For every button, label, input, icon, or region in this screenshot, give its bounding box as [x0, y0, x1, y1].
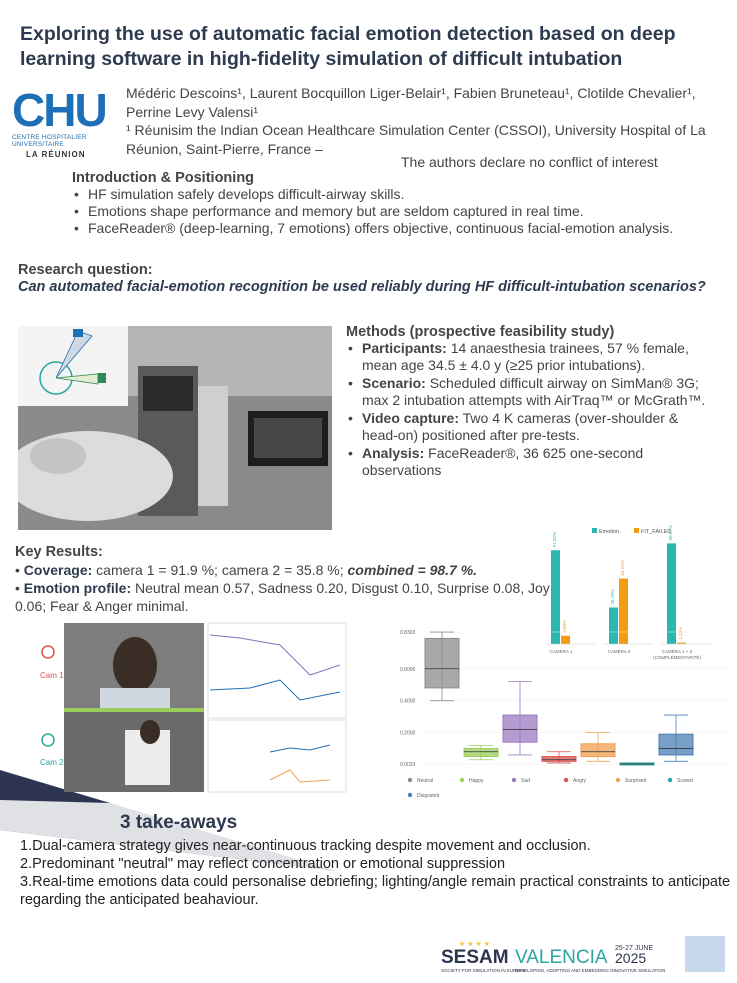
takeaway-item: 2.Predominant "neutral" may reflect concentration or emotional suppression [20, 856, 506, 872]
authors: Médéric Descoins¹, Laurent Bocquillon Liger-Belair¹, Fabien Bruneteau¹, Clotilde Chevalier¹, Perrine Levy Valensi¹ [126, 85, 696, 120]
event-year: 2025 [615, 950, 647, 966]
category-label: CAMÉRA 1 [549, 649, 573, 654]
legend-dot [616, 778, 620, 782]
sesam-sub: SOCIETY FOR SIMULATION IN EUROPE [441, 968, 526, 973]
legend-dot [512, 778, 516, 782]
legend-label: Disgusted [417, 793, 440, 799]
category-label: CAMÉRA 1 + 2 [661, 649, 693, 654]
methods-item [346, 410, 711, 443]
y-tick-label: 0.0033 [400, 762, 416, 768]
profile-text: Neutral mean 0.57, Sadness 0.20, Disgust 0.10, Surprise 0.08, Joy 0.06; Fear & Anger minimal. [15, 580, 550, 614]
bar-value-label: 98,67% [668, 525, 673, 541]
legend-dot [408, 778, 412, 782]
takeaway-item: 1.Dual-camera strategy gives near-continuous tracking despite movement and occlusion. [20, 838, 591, 854]
valencia-word: VALENCIA [515, 947, 608, 968]
bar-value-label: 8,08% [562, 619, 567, 633]
chu-logo [12, 86, 120, 158]
intro-list [72, 186, 722, 237]
methods-item [346, 375, 711, 408]
category-label: CAMÉRA 2 [607, 649, 631, 654]
intro-bullet: • HF simulation safely develops difficult-airway skills. [72, 186, 722, 203]
box [542, 757, 576, 762]
intro-bullet: • FaceReader® (deep-learning, 7 emotions) offers objective, continuous facial-emotion analysis. [72, 220, 722, 237]
methods-label: Participants: [362, 340, 447, 356]
stars-icon: ★ ★ ★ ★ [459, 941, 490, 948]
event-tagline: DEVELOPING, ADOPTING AND EMBEDDING INNOVATIVE SIMULATION [515, 968, 666, 973]
sesam-word: SESAM [441, 947, 509, 968]
legend-dot [408, 793, 412, 797]
y-tick-label: 0.2000 [400, 730, 416, 737]
box [659, 734, 693, 755]
results-heading: Key Results: [15, 544, 103, 560]
methods-heading: Methods (prospective feasibility study) [346, 324, 615, 340]
coverage-combined: combined = 98.7 %. [347, 562, 478, 578]
cam2-graph [208, 720, 346, 792]
coverage-label: Coverage: [23, 562, 93, 578]
bar-value-label: 64,21% [620, 560, 625, 576]
tracking-panel [40, 620, 350, 795]
methods-item [346, 445, 711, 478]
sesam-footer-logo [415, 928, 735, 976]
takeaways-heading: 3 take-aways [120, 812, 238, 833]
logo-line2: LA RÉUNION [26, 150, 86, 159]
simulation-photo-drawing [18, 326, 332, 530]
y-tick-label: 0.6000 [400, 666, 416, 673]
intro-heading: Introduction & Positioning [72, 170, 255, 186]
takeaways-section [20, 812, 734, 909]
poster-title: Exploring the use of automatic facial emotion detection based on deep learning software in high-fidelity simulation of difficult intubation [20, 23, 676, 70]
logo-line1: CENTRE HOSPITALIER UNIVERSITAIRE [12, 134, 87, 148]
profile-line: • Emotion profile: Neutral mean 0.57, Sadness 0.20, Disgust 0.10, Surprise 0.08, Joy 0.06; Fear & Anger minimal. [15, 580, 550, 614]
legend-swatch [592, 528, 597, 533]
methods-section [346, 324, 711, 480]
methods-label: Scenario: [362, 375, 426, 391]
legend-swatch [634, 528, 639, 533]
methods-text: Scheduled difficult airway on SimMan® 3G; max 2 intubation attempts with AirTraq™ or McGrath™. [362, 375, 706, 408]
box [464, 749, 498, 757]
methods-item [346, 340, 711, 373]
cam1-label: Cam 1 [40, 671, 64, 680]
legend-label: FIT_FAILED [641, 529, 672, 535]
legend-label: Emotion [599, 529, 620, 535]
cam2-label: Cam 2 [40, 758, 64, 767]
methods-text: FaceReader®, 36 625 one-second observations [362, 445, 644, 478]
category-label-sub: (COMPLÉMENTARITÉ) [653, 655, 701, 660]
legend-label: Neutral [417, 778, 434, 784]
y-tick-label: 0.8303 [400, 630, 416, 636]
coverage-line: • Coverage: camera 1 = 91.9 %; camera 2 = 35.8 %; combined = 98.7 %. [15, 562, 478, 578]
logo-mark: CHU [12, 84, 106, 136]
legend-dot [564, 778, 568, 782]
legend-dot [460, 778, 464, 782]
research-question-section [18, 262, 728, 296]
legend-label: Surprised [625, 778, 647, 784]
legend-label: Sad [521, 778, 530, 784]
key-results [15, 543, 575, 615]
box [581, 744, 615, 757]
affiliation: ¹ Réunisim the Indian Ocean Healthcare Simulation Center (CSSOI), University Hospital of La Réunion, Saint-Pierre, France – [126, 122, 706, 157]
legend-dot [668, 778, 672, 782]
takeaway-item: 3.Real-time emotions data could personalise debriefing; lighting/angle remain practical constraints to anticipate regarding the anticipated beahaviour. [20, 874, 731, 908]
bar-value-label: 35,79% [610, 589, 615, 605]
methods-label: Video capture: [362, 410, 459, 426]
methods-text: Two 4 K cameras (over-shoulder & head-on) positioned after pre-tests. [362, 410, 679, 443]
legend-label: Scared [677, 778, 693, 784]
valencia-building-icon [685, 936, 725, 972]
emotion-box-plot [398, 624, 734, 806]
conflict-statement: The authors declare no conflict of interest [401, 154, 658, 170]
intro-section [72, 170, 722, 237]
methods-list [346, 340, 711, 478]
box [425, 638, 459, 687]
legend-label: Angry [573, 778, 587, 784]
profile-label: Emotion profile: [23, 580, 132, 596]
event-dates: 25-27 JUNE [615, 945, 654, 952]
coverage-text: camera 1 = 91.9 %; camera 2 = 35.8 %; [92, 562, 348, 578]
methods-label: Analysis: [362, 445, 425, 461]
research-question: Can automated facial-emotion recognition be used reliably during HF difficult-intubation scenarios? [18, 279, 706, 295]
bar-value-label: 91,92% [552, 531, 557, 548]
simulation-photo [18, 326, 332, 530]
research-heading: Research question: [18, 262, 153, 278]
intro-bullet: • Emotions shape performance and memory but are seldom captured in real time. [72, 203, 722, 220]
legend-label: Happy [469, 778, 484, 784]
methods-text: 14 anaesthesia trainees, 57 % female, mean age 34.5 ± 4.0 y (≥25 prior intubations). [362, 340, 689, 373]
box [503, 715, 537, 742]
y-tick-label: 0.4000 [400, 698, 416, 705]
bar-value-label: 1,33% [678, 626, 683, 640]
